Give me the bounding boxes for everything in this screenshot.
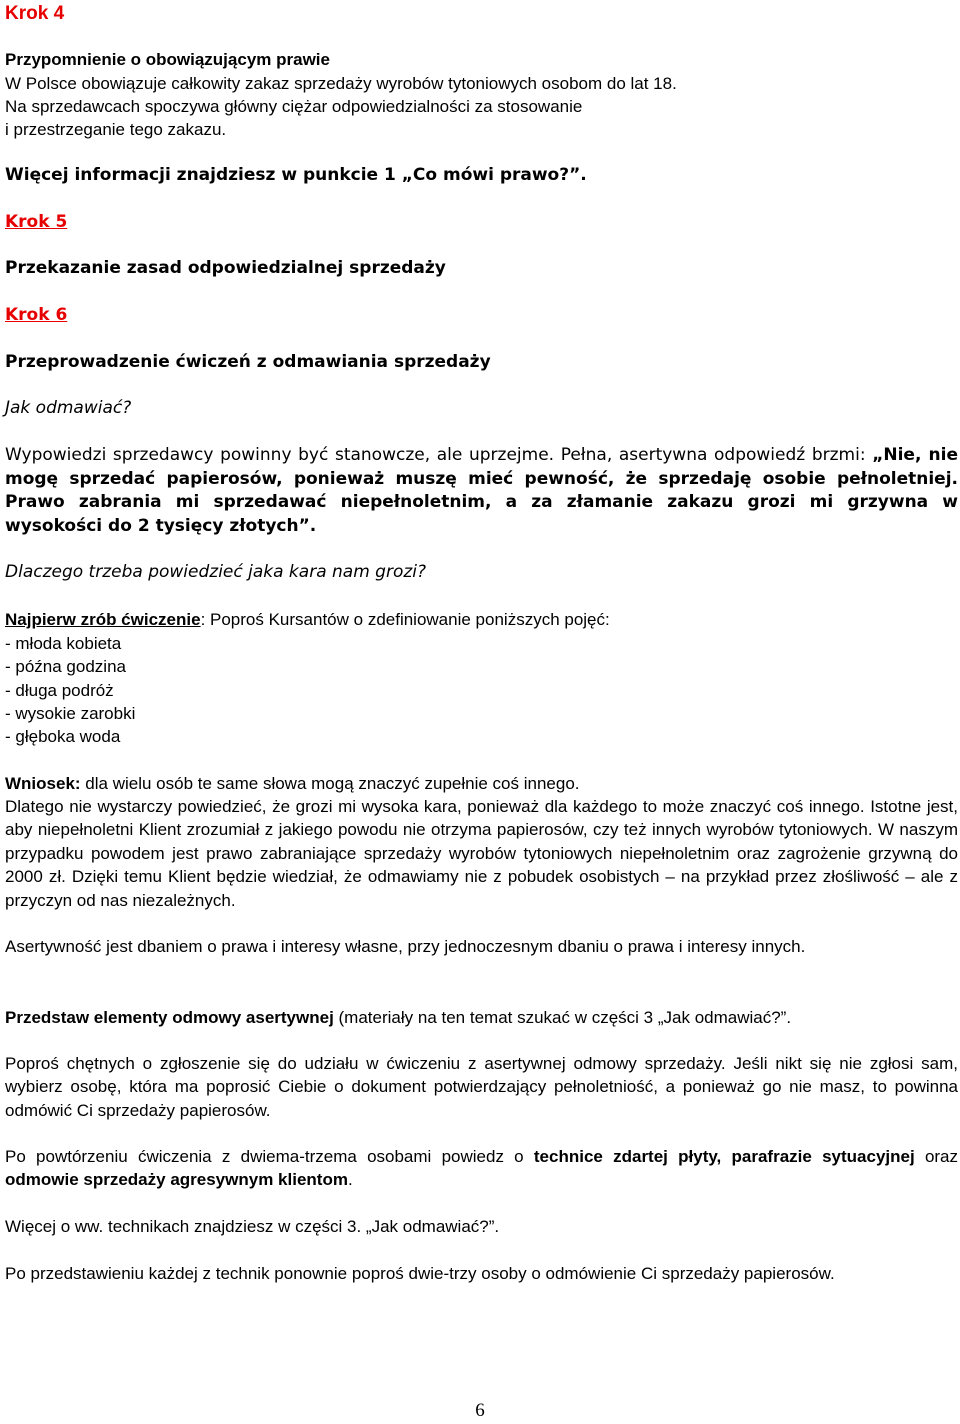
- statements-law: Prawo zabrania mi sprzedawać niepełnoletnim, a za złamanie zakazu grozi mi grzywna w wysokości do 2 tysięcy złotych”.: [5, 492, 958, 536]
- heading-krok-6: Krok 6: [5, 305, 68, 325]
- techniques-text-3: .: [347, 1170, 353, 1190]
- assertiveness-paragraph: Asertywność jest dbaniem o prawa i interesy własne, przy jednoczesnym dbaniu o prawa i interesy innych.: [5, 937, 806, 956]
- page-number: 6: [475, 1400, 485, 1421]
- heading-krok-4: Krok 4: [5, 3, 65, 24]
- heading-krok-5: Krok 5: [5, 212, 68, 232]
- exercise-intro: [5, 608, 958, 631]
- list-item: - młoda kobieta: [5, 634, 122, 653]
- reminder-title: Przypomnienie o obowiązującym prawie: [5, 50, 330, 69]
- present-elements: [5, 1006, 958, 1029]
- conclusion-paragraph: Dlatego nie wystarczy powiedzieć, że grozi mi wysoka kara, ponieważ dla każdego to może znaczyć coś innego. Istotne jest, aby niepełnoletni Klient zrozumiał z jakiego powodu nie otrzyma papierosów, czy też innych wyrobów tytoniowych. W naszym przypadku powodem jest prawo zabraniające sprzedaży wyrobów tytoniowych niepełnoletnim oraz zagrożenie grzywną do 2000 zł. Dzięki temu Klient będzie wiedział, że odmawiamy nie z pobudek osobistych – na przykład przez złośliwość – ale z przyczyn od nas niezależnych.: [5, 797, 958, 910]
- reminder-line-1: W Polsce obowiązuje całkowity zakaz sprzedaży wyrobów tytoniowych osobom do lat 18.: [5, 74, 677, 93]
- statements-paragraph: [5, 444, 958, 538]
- techniques-text-2: oraz: [914, 1147, 959, 1166]
- exercise-intro-bold: Najpierw zrób ćwiczenie: [5, 610, 201, 629]
- list-item: - długa podróż: [5, 681, 114, 700]
- conclusion-line: [5, 772, 958, 795]
- exercise-intro-rest: : Poproś Kursantów o zdefiniowanie poniższych pojęć:: [200, 610, 610, 629]
- techniques-text-1: Po powtórzeniu ćwiczenia z dwiema-trzema osobami powiedz o: [5, 1147, 534, 1166]
- statements-quote: „Nie, nie mogę sprzedać papierosów, ponieważ muszę mieć pewność, że sprzedaję osobie pełnoletniej.: [5, 445, 959, 489]
- list-item: - późna godzina: [5, 657, 126, 676]
- list-item: - wysokie zarobki: [5, 704, 136, 723]
- more-info-law: Więcej informacji znajdziesz w punkcie 1 „Co mówi prawo?”.: [5, 165, 587, 185]
- krok-6-title: Przeprowadzenie ćwiczeń z odmawiania sprzedaży: [5, 352, 491, 372]
- volunteers-paragraph: Poproś chętnych o zgłoszenie się do udziału w ćwiczeniu z asertywnej odmowy sprzedaży. Jeśli nikt się nie zgłosi sam, wybierz osobę, która ma poprosić Ciebie o dokument potwierdzający pełnoletniość, a ponieważ go nie masz, to powinna odmówić Ci sprzedaży papierosów.: [5, 1054, 958, 1120]
- reminder-line-2: Na sprzedawcach spoczywa główny ciężar odpowiedzialności za stosowanie: [5, 97, 583, 116]
- present-elements-bold: Przedstaw elementy odmowy asertywnej: [5, 1008, 334, 1027]
- krok-5-title: Przekazanie zasad odpowiedzialnej sprzedaży: [5, 258, 446, 278]
- present-elements-rest: (materiały na ten temat szukać w części 3 „Jak odmawiać?”.: [333, 1008, 792, 1027]
- conclusion-label: Wniosek:: [5, 774, 81, 793]
- techniques-bold-2: odmowie sprzedaży agresywnym klientom: [5, 1170, 348, 1190]
- techniques-paragraph: [5, 1145, 958, 1192]
- more-techniques: Więcej o ww. technikach znajdziesz w części 3. „Jak odmawiać?”.: [5, 1217, 500, 1236]
- statements-intro: Wypowiedzi sprzedawcy powinny być stanowcze, ale uprzejme. Pełna, asertywna odpowiedź brzmi:: [5, 445, 873, 465]
- reminder-line-3: i przestrzeganie tego zakazu.: [5, 120, 227, 139]
- techniques-bold-1: technice zdartej płyty, parafrazie sytuacyjnej: [533, 1147, 915, 1166]
- final-paragraph: Po przedstawieniu każdej z technik ponownie poproś dwie-trzy osoby o odmówienie Ci sprzedaży papierosów.: [5, 1264, 835, 1283]
- question-why: Dlaczego trzeba powiedzieć jaka kara nam grozi?: [5, 562, 427, 582]
- conclusion-rest: dla wielu osób te same słowa mogą znaczyć zupełnie coś innego.: [80, 774, 580, 793]
- question-how: Jak odmawiać?: [5, 398, 132, 418]
- list-item: - głęboka woda: [5, 727, 121, 746]
